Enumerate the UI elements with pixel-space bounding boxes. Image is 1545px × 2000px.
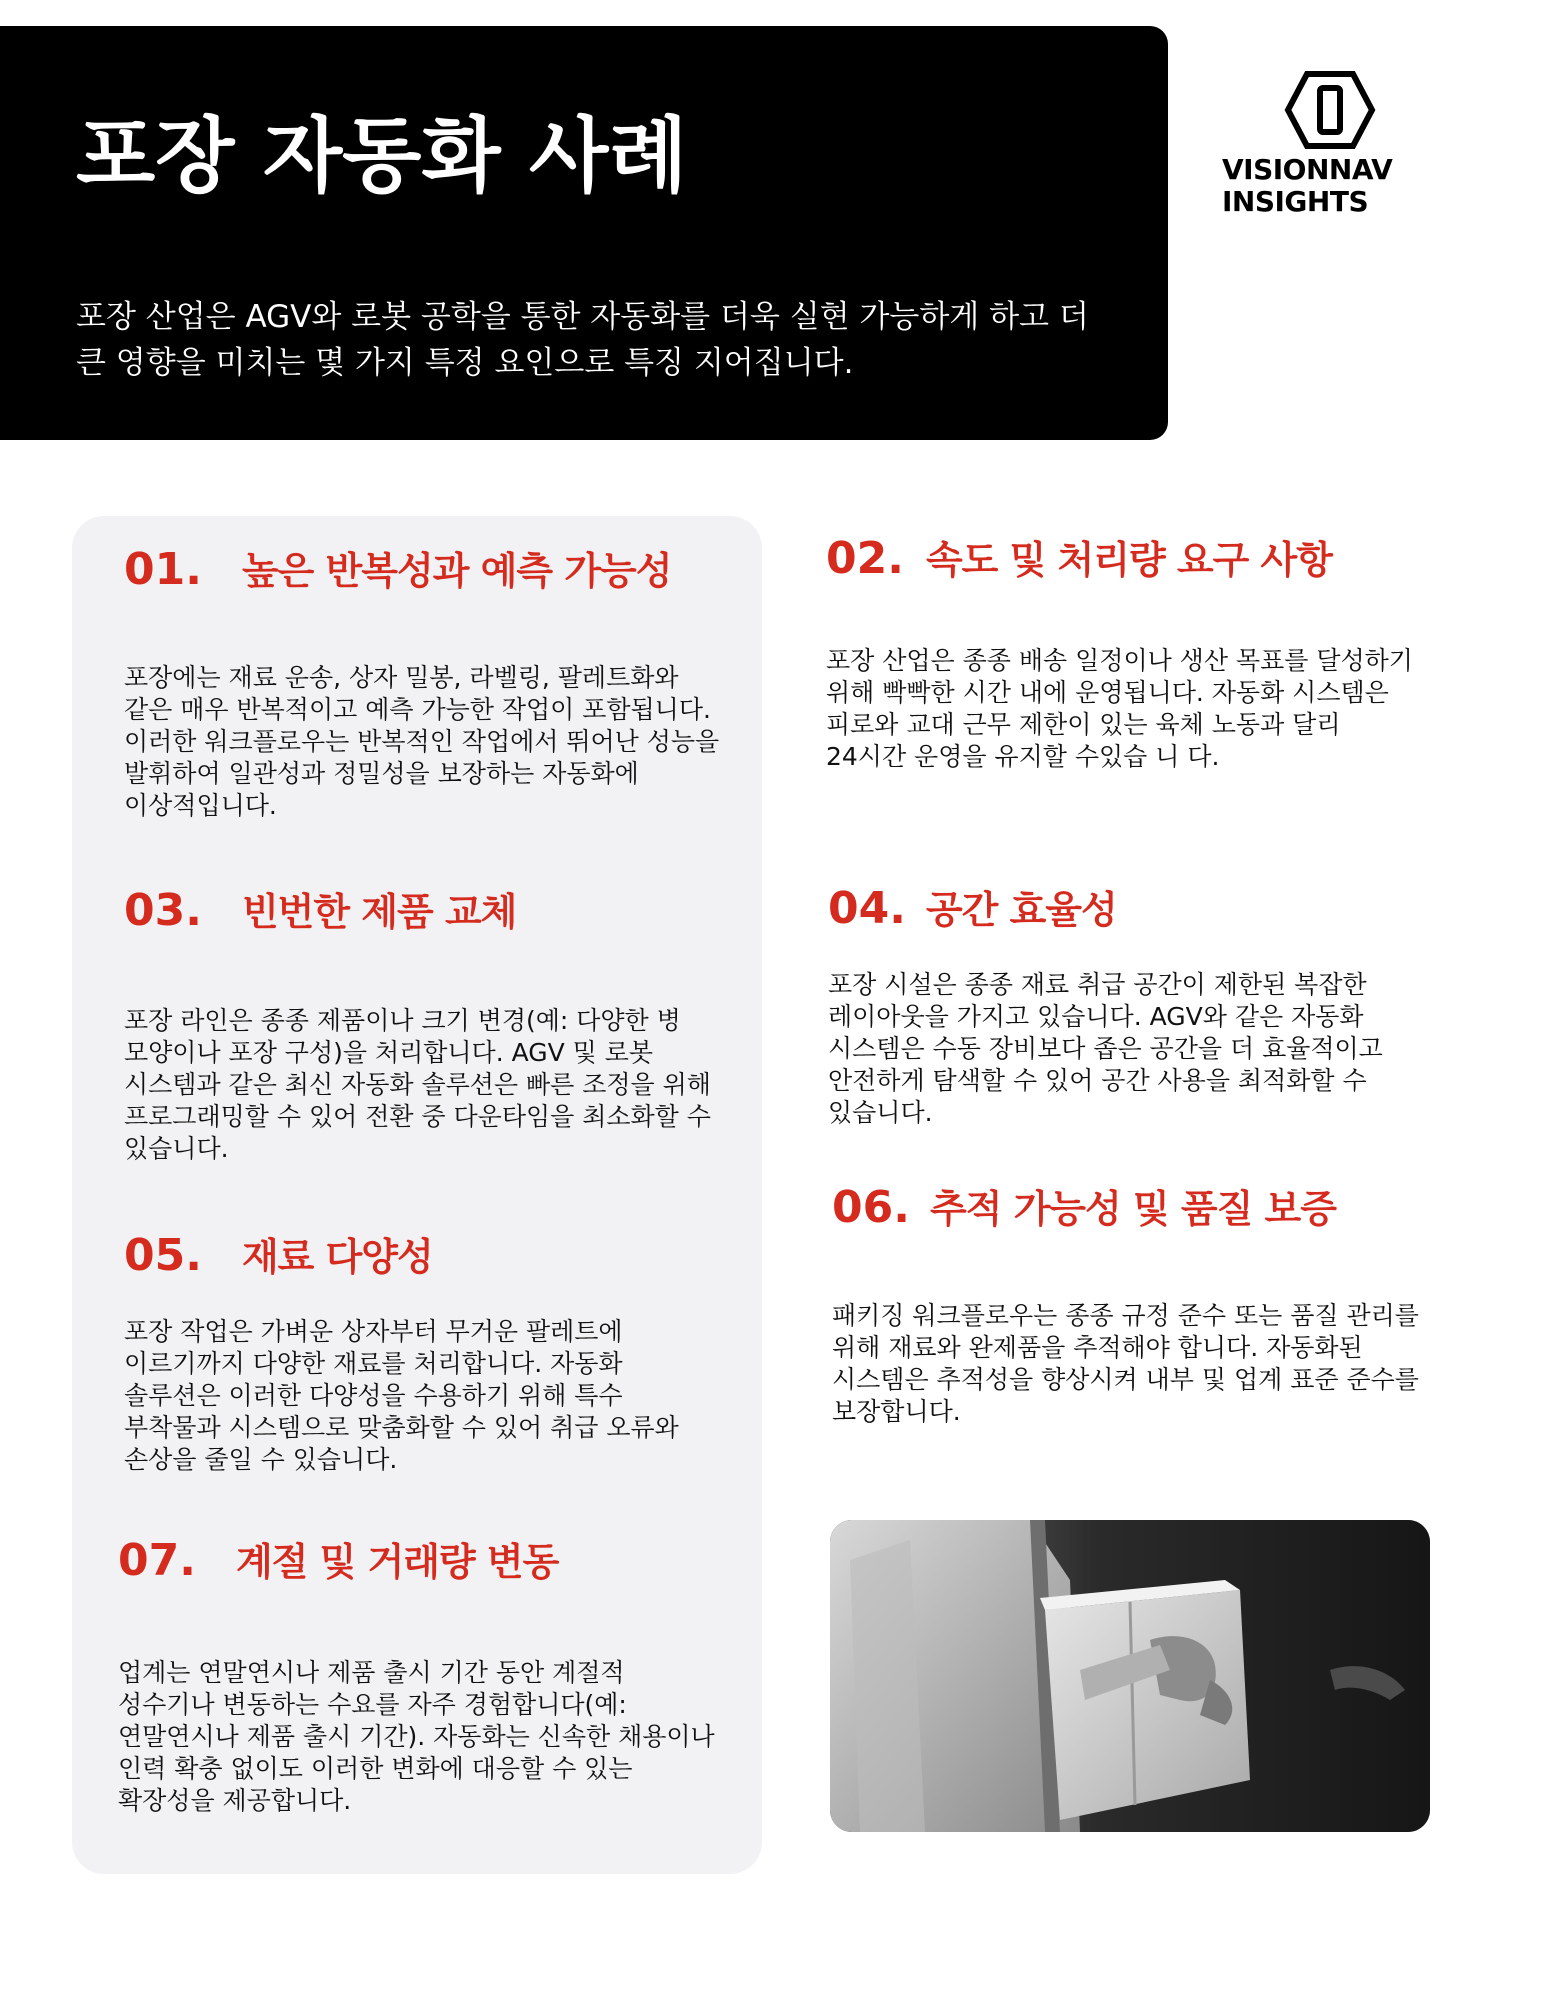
page-title: 포장 자동화 사례: [76, 109, 688, 204]
section-number: 05.: [124, 1230, 202, 1281]
worker-carrying-box-photo: [830, 1520, 1430, 1832]
photo-illustration: [830, 1520, 1430, 1832]
section-heading: [832, 1182, 1432, 1233]
section-title: 빈번한 제품 교체: [241, 890, 517, 934]
section-01: [124, 544, 724, 822]
section-title: 공간 효율성: [925, 888, 1117, 932]
header-banner: [0, 26, 1168, 440]
section-body: 포장 라인은 종종 제품이나 크기 변경(예: 다양한 병 모양이나 포장 구성)을 처리합니다. AGV 및 로봇 시스템과 같은 최신 자동화 솔루션은 빠른 조정을 위해 프로그래밍할 수 있어 전환 중 다운타임을 최소화할 수 있습니다.: [124, 1006, 711, 1163]
section-title: 계절 및 거래량 변동: [235, 1540, 559, 1584]
section-heading: [118, 1535, 718, 1586]
section-05: [124, 1230, 724, 1476]
section-heading: [828, 883, 1428, 934]
section-06: [832, 1182, 1432, 1428]
section-body: 포장 시설은 종종 재료 취급 공간이 제한된 복잡한 레이아웃을 가지고 있습니다. AGV와 같은 자동화 시스템은 수동 장비보다 좁은 공간을 더 효율적이고 안전하게 탐색할 수 있어 공간 사용을 최적화할 수 있습니다.: [828, 970, 1383, 1127]
section-heading: [124, 1230, 724, 1281]
logo-wordmark: [1222, 154, 1432, 218]
section-number: 02.: [826, 533, 904, 584]
section-number: 07.: [118, 1535, 196, 1586]
section-03: [124, 885, 724, 1165]
section-body: 포장에는 재료 운송, 상자 밀봉, 라벨링, 팔레트화와 같은 매우 반복적이고 예측 가능한 작업이 포함됩니다. 이러한 워크플로우는 반복적인 작업에서 뛰어난 성능을 발휘하여 일관성과 정밀성을 보장하는 자동화에 이상적입니다.: [124, 663, 720, 820]
section-body: 포장 산업은 종종 배송 일정이나 생산 목표를 달성하기 위해 빡빡한 시간 내에 운영됩니다. 자동화 시스템은 피로와 교대 근무 제한이 있는 육체 노동과 달리 24시간 운영을 유지할 수있습 니 다.: [826, 646, 1413, 771]
section-heading: [826, 533, 1426, 584]
logo-line-1: VISIONNAV: [1222, 153, 1393, 186]
section-number: 03.: [124, 885, 202, 936]
section-title: 추적 가능성 및 품질 보증: [929, 1187, 1336, 1231]
section-02: [826, 533, 1426, 773]
section-heading: [124, 885, 724, 936]
section-heading: [124, 544, 724, 595]
hexagon-logo-icon: [1284, 70, 1376, 150]
section-number: 06.: [832, 1182, 910, 1233]
section-body: 패키징 워크플로우는 종종 규정 준수 또는 품질 관리를 위해 재료와 완제품을 추적해야 합니다. 자동화된 시스템은 추적성을 향상시켜 내부 및 업계 표준 준수를 보장합니다.: [832, 1301, 1419, 1426]
section-title: 속도 및 처리량 요구 사항: [925, 538, 1332, 582]
section-body: 포장 작업은 가벼운 상자부터 무거운 팔레트에 이르기까지 다양한 재료를 처리합니다. 자동화 솔루션은 이러한 다양성을 수용하기 위해 특수 부착물과 시스템으로 맞춤화할 수 있어 취급 오류와 손상을 줄일 수 있습니다.: [124, 1317, 679, 1474]
logo-line-2: INSIGHTS: [1222, 185, 1369, 218]
section-title: 재료 다양성: [241, 1235, 433, 1279]
section-number: 01.: [124, 544, 202, 595]
section-04: [828, 883, 1428, 1129]
intro-text: 포장 산업은 AGV와 로봇 공학을 통한 자동화를 더욱 실현 가능하게 하고 더 큰 영향을 미치는 몇 가지 특정 요인으로 특징 지어집니다.: [76, 299, 1089, 381]
brand-logo: [1222, 70, 1432, 230]
section-number: 04.: [828, 883, 906, 934]
section-title: 높은 반복성과 예측 가능성: [241, 549, 672, 593]
section-07: [118, 1535, 718, 1817]
section-body: 업계는 연말연시나 제품 출시 기간 동안 계절적 성수기나 변동하는 수요를 자주 경험합니다(예: 연말연시나 제품 출시 기간). 자동화는 신속한 채용이나 인력 확충 없이도 이러한 변화에 대응할 수 있는 확장성을 제공합니다.: [118, 1658, 715, 1815]
